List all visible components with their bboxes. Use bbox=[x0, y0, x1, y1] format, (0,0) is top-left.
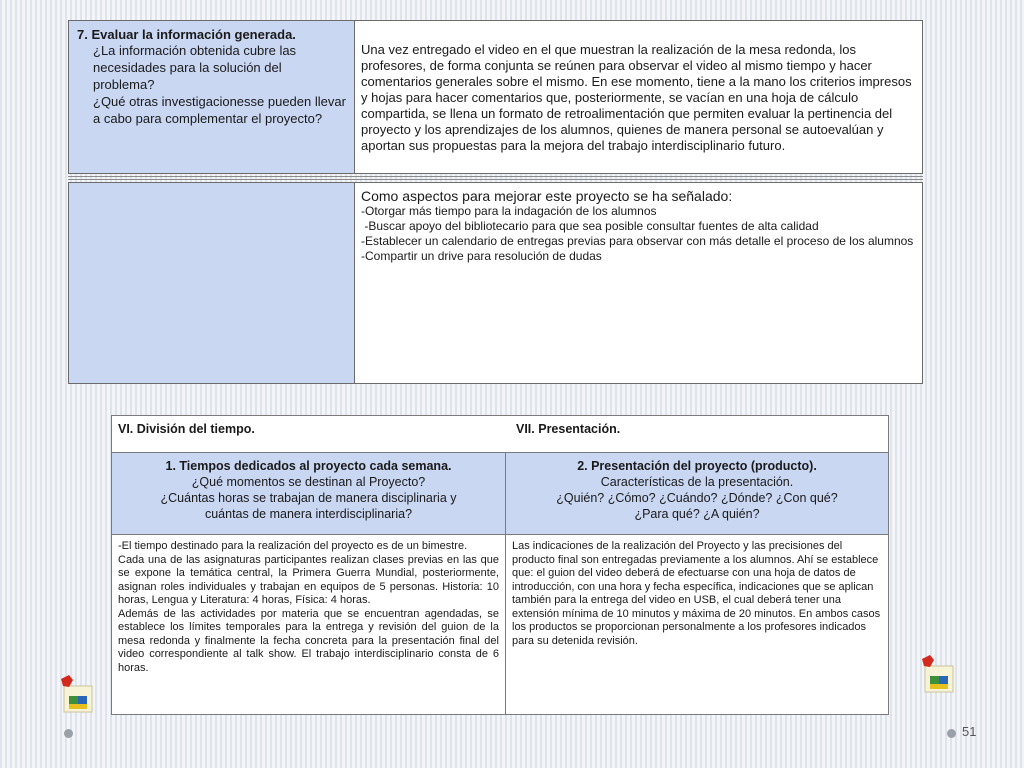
presentation-answer-p1: Las indicaciones de la realización del Proyecto y las precisiones del producto final son entregadas previamente a los alumnos. Ahí se establece que: el guion del video deberá de efectuarse con una hoja de datos de introducción, con una hora y fecha específica, indicaciones que se aplican también para la entrega del video en USB, el cual deberá tener una extensión mínima de 10 minutos y máxima de 20 minutos. En ambos casos los productos se proporcionan personalmente a los profesores indicados para su detenida revisión. bbox=[512, 540, 881, 647]
time-presentation-table bbox=[111, 415, 889, 715]
table-divider bbox=[68, 176, 923, 180]
section7-heading: 7. Evaluar la información generada. bbox=[77, 27, 296, 42]
improvement-item: -Compartir un drive para resolución de dudas bbox=[361, 249, 602, 263]
section7-presentation-title: VII. Presentación. bbox=[516, 422, 621, 436]
presentation-question-cell bbox=[506, 453, 888, 535]
improvements-title: Como aspectos para mejorar este proyecto se ha señalado: bbox=[361, 188, 733, 204]
time-answer-p3: Además de las actividades por materia que se encuentran agendadas, se establece los límites temporales para la entrega y revisión del guion de la mesa redonda y finalmente la fecha concreta para la presentación final del video correspondiente al talk show. El trabajo interdisciplinario consta de 6 horas. bbox=[118, 607, 499, 674]
presentation-question-2: ¿Para qué? ¿A quién? bbox=[634, 507, 760, 521]
evaluation-table bbox=[68, 20, 923, 174]
question-coverage: ¿La información obtenida cubre las necesidades para la solución del problema? bbox=[93, 43, 297, 92]
puzzle-icon bbox=[60, 674, 94, 714]
puzzle-icon bbox=[921, 654, 955, 694]
left-bullet bbox=[64, 729, 73, 738]
evaluation-response-text: Una vez entregado el video en el que muestran la realización de la mesa redonda, los profesores, de forma conjunta se reúnen para observar el video al mismo tiempo y hacer comentarios generales sobre el mismo. En ese momento, tiene a la mano los criterios impresos y hojas para hacer comentarios que, posteriormente, se vacían en una hoja de cálculo compartida, se llena un formato de retroalimentación que permiten evaluar la pertinencia del proyecto y los aprendizajes de los alumnos, quienes de manera personal se autoevalúan y aportan sus propuestas para la mejora del trabajo interdisciplinario futuro. bbox=[361, 42, 912, 153]
time-title: 1. Tiempos dedicados al proyecto cada semana. bbox=[165, 459, 452, 473]
time-question-1: ¿Qué momentos se destinan al Proyecto? bbox=[191, 475, 426, 489]
time-answer-p2: Cada una de las asignaturas participantes realizan clases previas en las que se expone la temática central, la Primera Guerra Mundial, posteriormente, asignan roles individuales y trabajan en equipos de 5 personas. Historia: 10 horas, Lengua y Literatura: 4 horas, Física: 4 horas. bbox=[118, 553, 499, 606]
improvement-item: -Establecer un calendario de entregas previas para observar con más detalle el proceso de los alumnos bbox=[361, 234, 914, 248]
time-answer-cell bbox=[112, 535, 505, 675]
improvements-cell bbox=[355, 183, 922, 383]
time-answer-p1: -El tiempo destinado para la realización del proyecto es de un bimestre. bbox=[118, 540, 468, 552]
presentation-title: 2. Presentación del proyecto (producto). bbox=[577, 459, 817, 473]
evaluation-response-cell bbox=[355, 21, 922, 173]
page-number: 51 bbox=[962, 724, 977, 739]
question-other-research: ¿Qué otras investigacionesse pueden llevar a cabo para complementar el proyecto? bbox=[93, 94, 346, 126]
improvement-item: -Otorgar más tiempo para la indagación de los alumnos bbox=[361, 204, 657, 218]
presentation-question-1: ¿Quién? ¿Cómo? ¿Cuándo? ¿Dónde? ¿Con qué? bbox=[556, 491, 838, 505]
presentation-column bbox=[506, 453, 888, 715]
presentation-answer-cell bbox=[506, 535, 888, 648]
right-bullet bbox=[947, 729, 956, 738]
evaluation-question-cell bbox=[69, 21, 355, 173]
time-column bbox=[112, 453, 506, 715]
section6-title: VI. División del tiempo. bbox=[118, 422, 255, 436]
time-question-cell bbox=[112, 453, 505, 535]
presentation-subtitle: Características de la presentación. bbox=[600, 475, 794, 489]
improvement-item: -Buscar apoyo del bibliotecario para que sea posible consultar fuentes de alta calidad bbox=[361, 219, 819, 233]
improvements-table bbox=[68, 182, 923, 384]
improvements-empty-cell bbox=[69, 183, 355, 383]
time-question-2: ¿Cuántas horas se trabajan de manera disciplinaria y cuántas de manera interdisciplinaria? bbox=[160, 491, 457, 521]
